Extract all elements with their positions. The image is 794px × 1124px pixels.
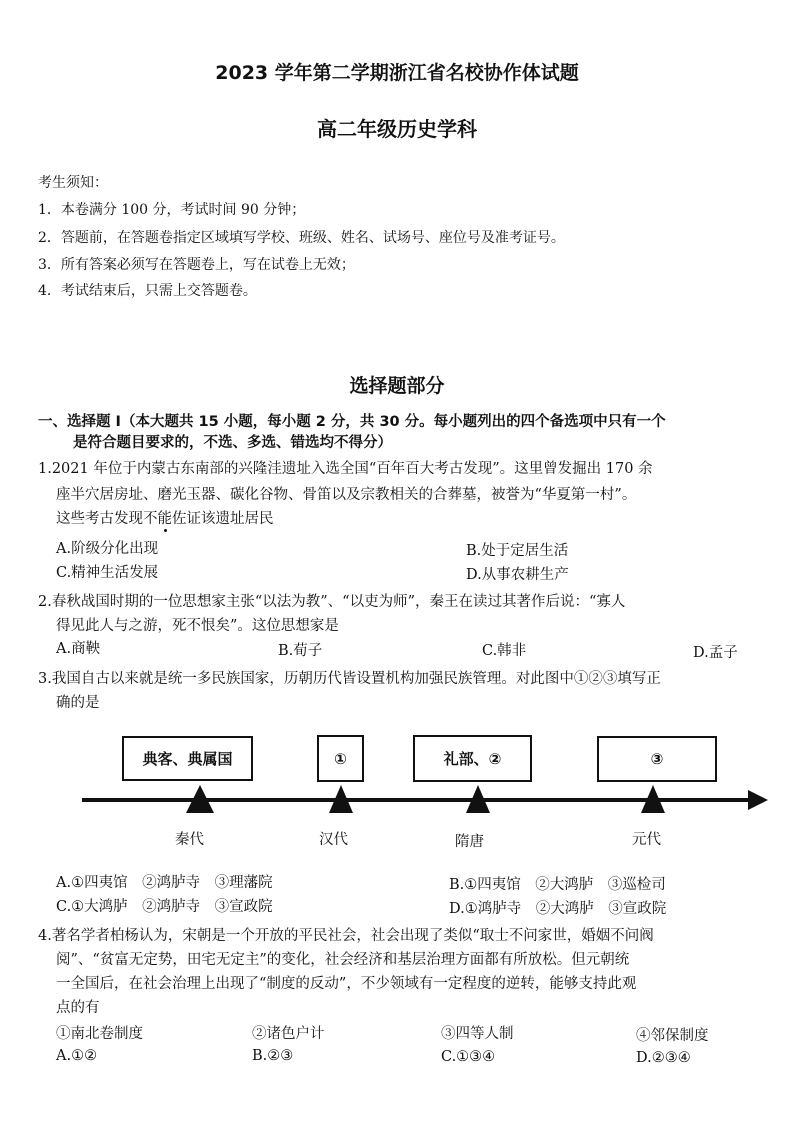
q4-stem-cont: 阅”、“贫富无定势，田宅无定主”的变化，社会经济和基层治理方面都有所放松。但元朝统 [56,952,630,968]
notice-item: 4．考试结束后，只需上交答题卷。 [38,283,257,299]
era-label-han: 汉代 [319,832,348,848]
q4-stem-cont: 一全国后，在社会治理上出现了“制度的反动”，不少领域有一定程度的逆转，能够支持此观 [56,976,637,992]
q1-option-a: A.阶级分化出现 [56,541,159,557]
q4-option-c: C.①③④ [441,1049,496,1065]
subject-title: 高二年级历史学科 [317,117,477,141]
q2-option-d: D.孟子 [693,645,738,661]
era-label-qin: 秦代 [175,832,204,848]
q2-option-b: B.荀子 [278,643,323,659]
q4-option-a: A.①② [56,1048,98,1064]
q1-option-b: B.处于定居生活 [466,543,569,559]
q2-stem: 2.春秋战国时期的一位思想家主张“以法为教”、“以吏为师”，秦王在读过其著作后说：“寡人 [38,594,626,610]
notice-item: 3．所有答案必须写在答题卷上，写在试卷上无效； [38,257,355,273]
q4-option-b: B.②③ [252,1048,294,1064]
timeline-diagram [0,780,794,825]
notice-item: 2．答题前，在答题卷指定区域填写学校、班级、姓名、试场号、座位号及准考证号。 [38,230,565,246]
q3-option-b: B.①四夷馆 ②大鸿胪 ③巡检司 [449,877,666,893]
section-title: 选择题部分 [349,375,445,397]
q4-item: ①南北卷制度 [56,1026,143,1042]
q3-stem-cont: 确的是 [56,695,100,711]
section-instruction-cont: 是符合题目要求的，不选、多选、错选均不得分） [73,435,392,451]
q2-option-c: C.韩非 [482,643,527,659]
notice-item: 1．本卷满分 100 分，考试时间 90 分钟； [38,202,306,218]
timeline-arrow-head [748,790,768,810]
q3-stem: 3.我国自古以来就是统一多民族国家，历朝历代皆设置机构加强民族管理。对此图中①②③填写正 [38,671,661,687]
era-label-yuan: 元代 [632,832,661,848]
notice-heading: 考生须知： [38,175,108,191]
q2-option-a: A.商鞅 [56,641,101,657]
q1-stem-cont: 座半穴居房址、磨光玉器、碳化谷物、骨笛以及宗教相关的合葬墓，被誉为“华夏第一村”。 [56,487,637,503]
diagram-box-yuan: ③ [597,736,717,782]
q1-text: 这些考古发现不 [56,511,158,527]
q2-stem-cont: 得见此人与之游，死不恨矣”。这位思想家是 [56,618,339,634]
q1-text: 佐证该遗址居民 [172,511,274,527]
q4-item: ②诸色户计 [252,1026,325,1042]
diagram-box-han: ① [317,735,364,782]
q4-option-d: D.②③④ [636,1050,691,1066]
q4-item: ④邻保制度 [636,1028,709,1044]
emphasis-mark: 能 [157,511,172,527]
q1-option-d: D.从事农耕生产 [466,567,569,583]
q1-option-c: C.精神生活发展 [56,565,159,581]
q1-stem: 1.2021 年位于内蒙古东南部的兴隆洼遗址入选全国“百年百大考古发现”。这里曾发掘出 170 余 [38,461,653,477]
q4-item: ③四等人制 [441,1026,514,1042]
q4-stem-end: 点的有 [56,1000,100,1016]
diagram-box-suitang: 礼部、② [413,735,532,782]
q4-stem: 4.著名学者柏杨认为，宋朝是一个开放的平民社会，社会出现了类似“取士不问家世，婚姻不问阀 [38,928,654,944]
section-instruction: 一、选择题 I（本大题共 15 小题，每小题 2 分，共 30 分。每小题列出的四个备选项中只有一个 [38,414,666,430]
exam-title: 2023 学年第二学期浙江省名校协作体试题 [215,62,579,84]
q3-option-c: C.①大鸿胪 ②鸿胪寺 ③宣政院 [56,899,273,915]
q3-option-d: D.①鸿胪寺 ②大鸿胪 ③宣政院 [449,901,667,917]
q3-option-a: A.①四夷馆 ②鸿胪寺 ③理藩院 [56,875,273,891]
era-label-suitang: 隋唐 [455,834,484,850]
diagram-box-qin: 典客、典属国 [122,736,253,781]
q1-stem-end [56,507,274,528]
